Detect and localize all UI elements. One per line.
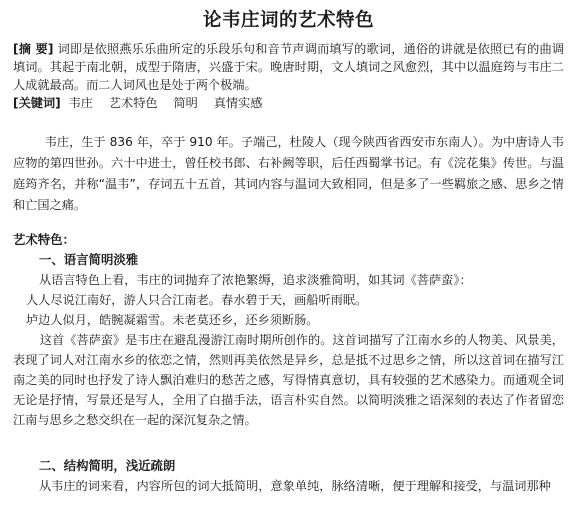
abstract-tag: [摘 要] [13,42,54,56]
abstract-text: 词即是依照燕乐乐曲所定的乐段乐句和音节声调而填写的歌词，通俗的讲就是依照已有的曲调填词。其起于南北朝，成型于隋唐，兴盛于宋。晚唐时期，文人填词之风愈烈，其中以温庭筠与韦庄二人成就最高。而二人词风也是处于两个极端。 [13,42,565,92]
abstract [13,40,564,94]
keyword-item: 艺术特色 [108,96,158,110]
keyword-item: 韦庄 [68,96,93,110]
part1-lead: 从语言特色上看，韦庄的词抛弃了浓艳繁缛，追求淡雅简明，如其词《菩萨蛮》： [39,273,472,287]
part1-analysis: 这首《菩萨蛮》是韦庄在避乱漫游江南时期所创作的。这首词描写了江南水乡的人物美、风景美，表现了词人对江南水乡的依恋之情，然则再美依然是异乡，总是抵不过思乡之情，所以这首词在描写江南之美的同时也抒发了诗人飘泊难归的愁苦之感，写得情真意切，具有较强的艺术感染力。而通观全词无论是抒情，写景还是写人，全用了白描手法，语言朴实自然。以简明淡雅之语深刻的表达了作者留恋江南与思乡之愁交织在一起的深沉复杂之情。 [13,333,564,427]
keywords [13,94,564,112]
part2-heading: 二、结构简明，浅近疏朗 [39,458,176,473]
section-heading: 艺术特色： [13,232,75,247]
keyword-item: 真情实感 [213,96,263,110]
poem-line: 人人尽说江南好，游人只合江南老。春水碧于天，画船听雨眠。 [26,293,368,307]
part2-partial-line: 从韦庄的词来看，内容所包的词大抵简明，意象单纯，脉络清晰，便于理解和接受，与温词那种 [39,479,551,493]
poem-line: 垆边人似月，皓腕凝霜雪。未老莫还乡，还乡须断肠。 [26,313,319,327]
intro-paragraph: 韦庄，生于 836 年，卒于 910 年。子端己，杜陵人（现今陕西省西安市东南人）。为中唐诗人韦应物的第四世孙。六十中进士，曾任校书郎、右补阙等职，后任西蜀掌书记。有《浣花集》传世。与温庭筠齐名，并称“温韦”，存词五十五首，其词内容与温词大致相同，但是多了一些羁旅之感、思乡之情和亡国之痛。 [13,135,564,212]
keyword-item: 简明 [173,96,198,110]
keywords-tag: [关键词] [13,96,61,110]
document-title: 论韦庄词的艺术特色 [202,10,374,31]
part1-heading: 一、语言简明淡雅 [39,252,139,267]
